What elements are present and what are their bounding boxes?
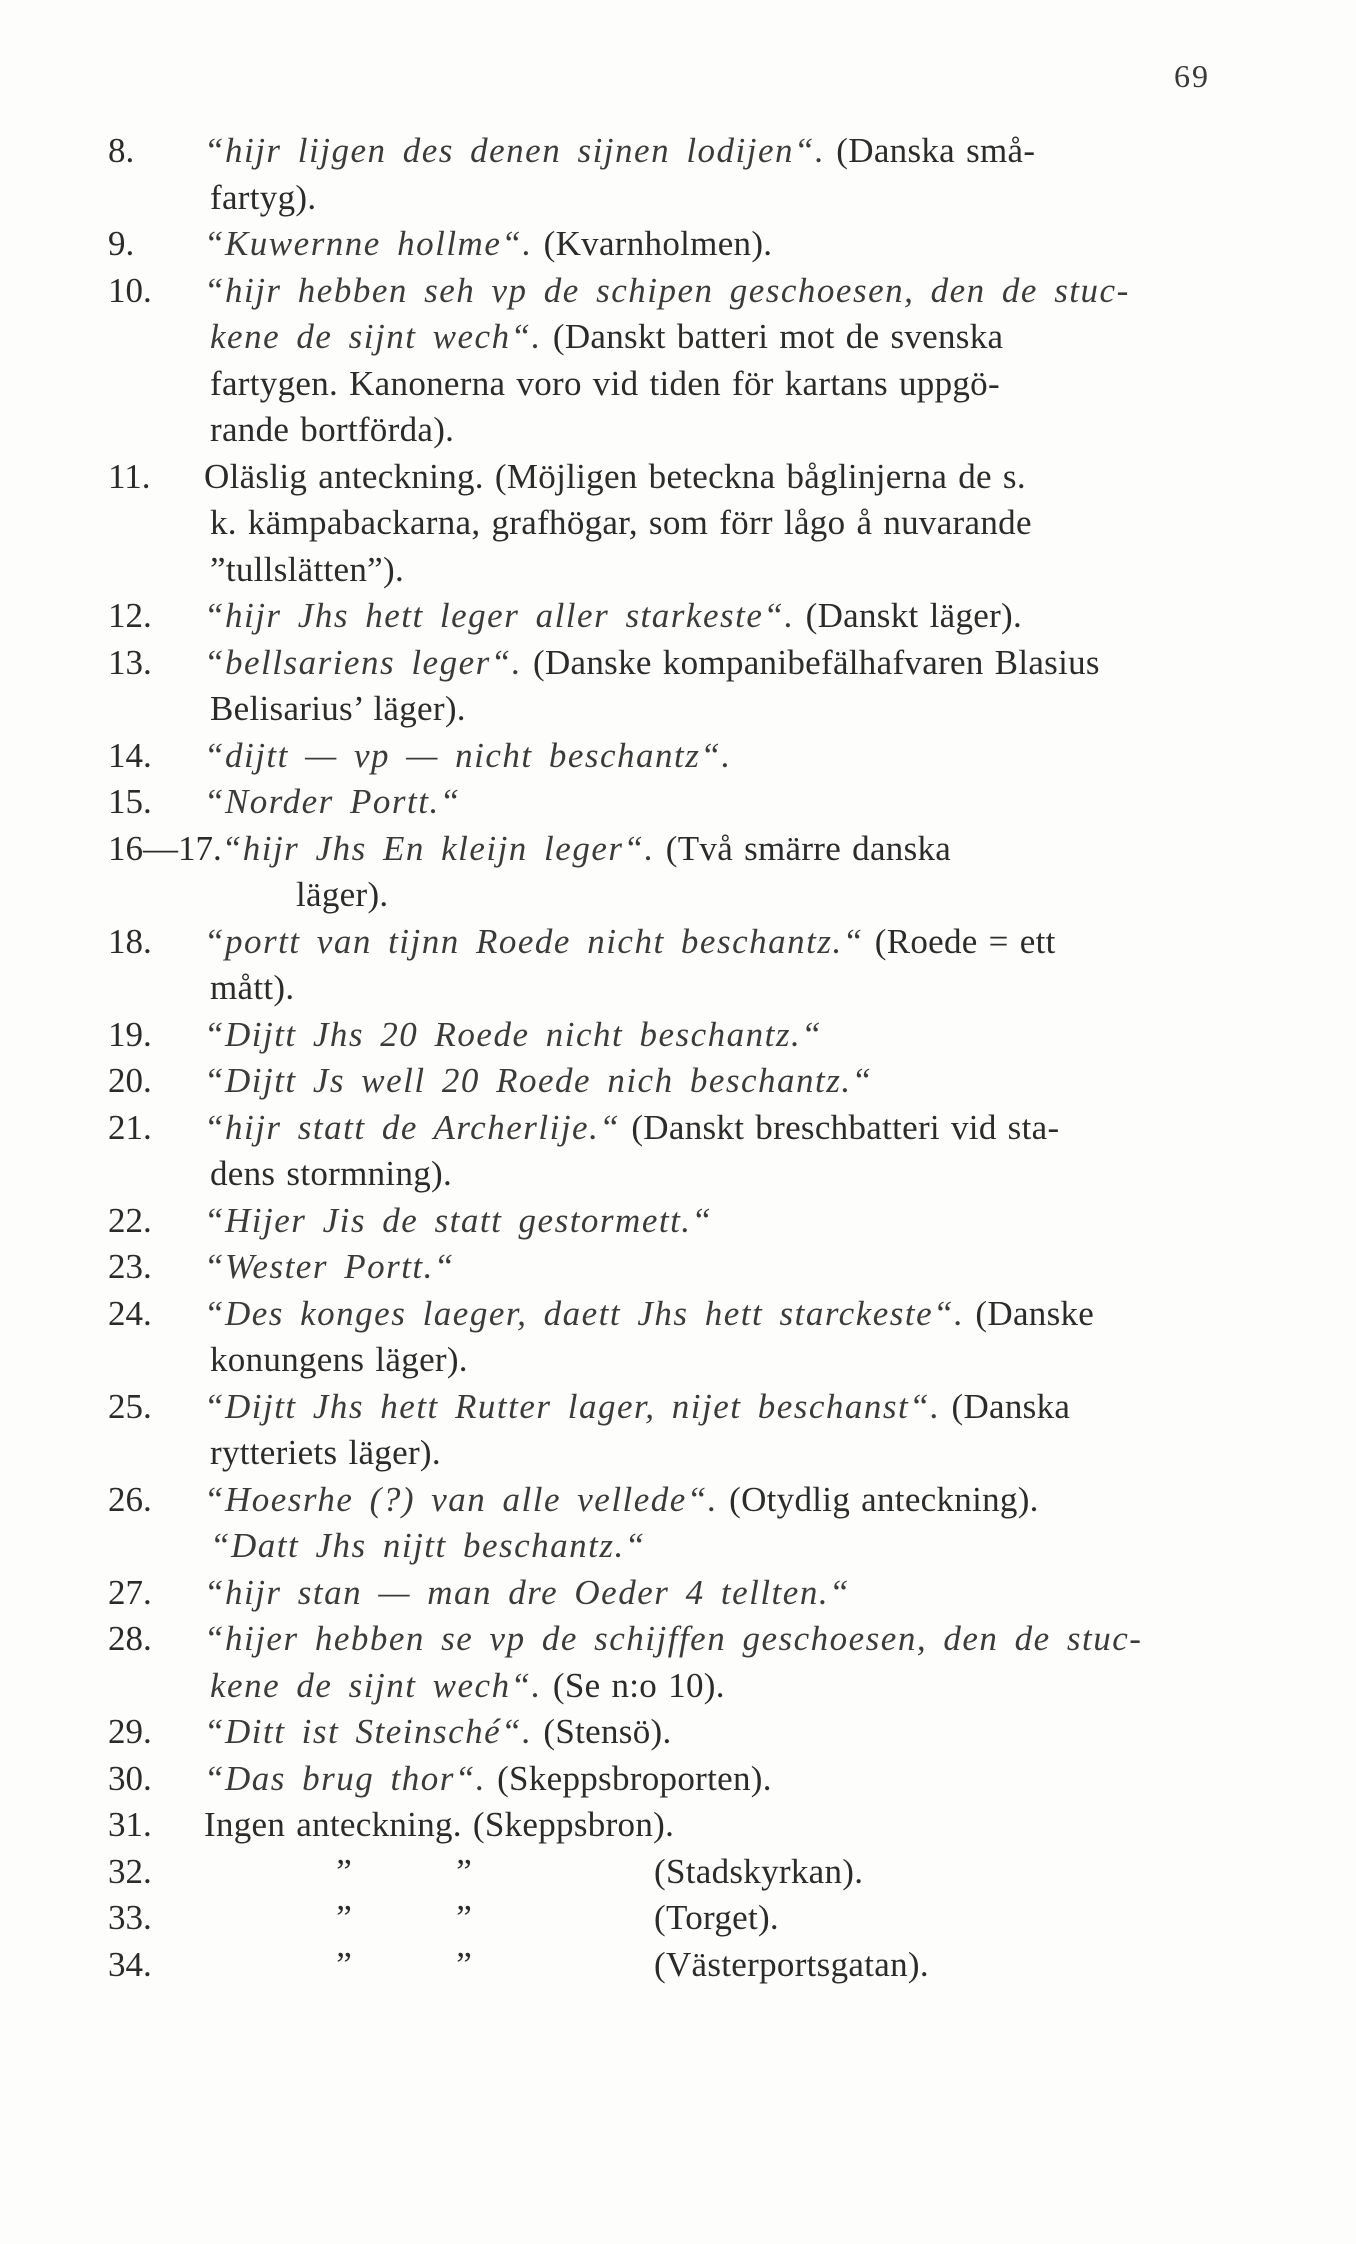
entry-first-line bbox=[108, 1712, 672, 1751]
list-item bbox=[108, 733, 1248, 780]
editorial-note: läger). bbox=[296, 875, 389, 914]
entry-number: 29. bbox=[108, 1712, 152, 1751]
entry-first-line bbox=[108, 1387, 1070, 1426]
list-item bbox=[108, 128, 1248, 221]
editorial-note: (Kvarnholmen). bbox=[532, 224, 773, 263]
quoted-map-inscription: “hijer hebben se vp de schijffen geschoesen, den de stuc- bbox=[204, 1619, 1143, 1658]
quoted-map-inscription: “bellsariens leger“. bbox=[204, 642, 522, 682]
entry-continuation-line bbox=[108, 314, 1248, 361]
entry-number: 8. bbox=[108, 131, 135, 170]
editorial-note: k. kämpabackarna, grafhögar, som förr lågo å nuvarande bbox=[210, 503, 1032, 542]
ditto-marks bbox=[204, 1895, 654, 1942]
entry-first-line bbox=[108, 1573, 850, 1612]
list-item bbox=[108, 1058, 1248, 1105]
entry-number: 22. bbox=[108, 1200, 152, 1240]
entry-first-line bbox=[108, 1294, 1094, 1333]
entry-number: 15. bbox=[108, 782, 152, 821]
entry-first-line bbox=[108, 1805, 674, 1844]
list-item bbox=[108, 779, 1248, 826]
editorial-note: dens stormning). bbox=[210, 1154, 453, 1193]
entry-number: 19. bbox=[108, 1014, 152, 1054]
page-number: 69 bbox=[1174, 58, 1210, 94]
entry-number: 16—17. bbox=[108, 828, 222, 868]
entry-number: 25. bbox=[108, 1386, 152, 1426]
quoted-map-inscription: “Ditt ist Steinsché“. bbox=[204, 1712, 533, 1751]
ditto-marks bbox=[204, 1849, 654, 1896]
editorial-note: (Torget). bbox=[654, 1898, 779, 1937]
list-item bbox=[108, 1477, 1248, 1570]
entry-continuation-line bbox=[108, 361, 1248, 408]
quoted-map-inscription: “Dijtt Jhs 20 Roede nicht beschantz.“ bbox=[204, 1014, 823, 1054]
ditto-mark: ” bbox=[456, 1944, 472, 1984]
quoted-map-inscription: “Des konges laeger, daett Jhs hett starckeste“. bbox=[204, 1293, 965, 1333]
editorial-note: (Skeppsbroporten). bbox=[486, 1758, 772, 1798]
editorial-note: fartygen. Kanonerna voro vid tiden för kartans uppgö- bbox=[210, 363, 1000, 403]
quoted-map-inscription: “hijr stan — man dre Oeder 4 tellten.“ bbox=[204, 1572, 851, 1612]
entry-first-line bbox=[108, 1480, 1039, 1519]
editorial-note: konungens läger). bbox=[210, 1340, 468, 1379]
entry-continuation-line bbox=[108, 1430, 1248, 1477]
list-item bbox=[108, 1198, 1248, 1245]
editorial-note: ”tullslätten”). bbox=[210, 549, 405, 589]
editorial-note: (Stensö). bbox=[532, 1712, 672, 1751]
quoted-map-inscription: “Das brug thor“. bbox=[204, 1758, 487, 1798]
editorial-note: mått). bbox=[210, 968, 295, 1007]
quoted-map-inscription: “Hijer Jis de statt gestormett.“ bbox=[204, 1200, 713, 1240]
entry-list bbox=[108, 128, 1248, 1988]
entry-continuation-line bbox=[108, 1663, 1248, 1710]
list-item bbox=[108, 1895, 1248, 1942]
list-item bbox=[108, 1012, 1248, 1059]
editorial-note: (Stadskyrkan). bbox=[654, 1851, 864, 1891]
entry-continuation-line bbox=[108, 175, 1248, 222]
list-item bbox=[108, 268, 1248, 454]
entry-number: 31. bbox=[108, 1805, 152, 1844]
entry-continuation-line bbox=[108, 547, 1248, 594]
entry-number: 30. bbox=[108, 1758, 152, 1798]
quoted-map-inscription: “hijr lijgen des denen sijnen lodijen“. bbox=[204, 131, 826, 170]
quoted-map-inscription: “portt van tijnn Roede nicht beschantz.“ bbox=[204, 921, 864, 961]
entry-number: 12. bbox=[108, 596, 152, 635]
editorial-note: (Danske kompanibefälhafvaren Blasius bbox=[521, 642, 1100, 682]
entry-number: 20. bbox=[108, 1061, 152, 1100]
entry-first-line bbox=[108, 1619, 1142, 1658]
entry-continuation-line bbox=[108, 1151, 1248, 1198]
editorial-note: rande bortförda). bbox=[210, 410, 455, 449]
entry-continuation-line bbox=[108, 1337, 1248, 1384]
list-item bbox=[108, 1802, 1248, 1849]
ditto-mark: ” bbox=[336, 1851, 352, 1891]
quoted-map-inscription: “dijtt — vp — nicht beschantz“. bbox=[204, 735, 732, 775]
entry-number: 18. bbox=[108, 921, 152, 961]
ditto-mark: ” bbox=[336, 1944, 352, 1984]
entry-first-line bbox=[108, 1898, 779, 1937]
list-item bbox=[108, 1384, 1248, 1477]
list-item bbox=[108, 1616, 1248, 1709]
entry-continuation-line bbox=[108, 965, 1248, 1012]
entry-number: 24. bbox=[108, 1293, 152, 1333]
list-item bbox=[108, 1849, 1248, 1896]
entry-continuation-line bbox=[108, 500, 1248, 547]
entry-number: 33. bbox=[108, 1898, 152, 1937]
quoted-map-inscription: kene de sijnt wech“. bbox=[210, 1665, 542, 1705]
entry-continuation-line bbox=[108, 686, 1248, 733]
entry-first-line bbox=[108, 131, 1035, 170]
editorial-note: (Danskt batteri mot de svenska bbox=[541, 317, 1004, 356]
entry-first-line bbox=[108, 271, 1130, 310]
entry-number: 32. bbox=[108, 1851, 152, 1891]
quoted-map-inscription: “Norder Portt.“ bbox=[204, 782, 461, 821]
quoted-map-inscription: “Wester Portt.“ bbox=[204, 1247, 455, 1286]
editorial-note: (Roede = ett bbox=[863, 921, 1056, 961]
list-item bbox=[108, 640, 1248, 733]
entry-number: 9. bbox=[108, 224, 135, 263]
quoted-map-inscription: “Dijtt Jhs hett Rutter lager, nijet beschanst“. bbox=[204, 1386, 941, 1426]
editorial-note: (Två smärre danska bbox=[654, 828, 952, 868]
list-item bbox=[108, 1709, 1248, 1756]
list-item bbox=[108, 454, 1248, 594]
entry-first-line bbox=[108, 1201, 713, 1240]
entry-number: 11. bbox=[108, 456, 151, 496]
quoted-map-inscription: “hijr Jhs hett leger aller starkeste“. bbox=[204, 596, 795, 635]
quoted-map-inscription: “Kuwernne hollme“. bbox=[204, 224, 533, 263]
entry-first-line bbox=[108, 1945, 929, 1984]
entry-number: 10. bbox=[108, 270, 152, 310]
list-item bbox=[108, 919, 1248, 1012]
quoted-map-inscription: “hijr hebben seh vp de schipen geschoesen, den de stuc- bbox=[204, 270, 1130, 310]
quoted-map-inscription: “hijr statt de Archerlije.“ bbox=[204, 1107, 621, 1147]
entry-number: 27. bbox=[108, 1572, 152, 1612]
list-item bbox=[108, 221, 1248, 268]
entry-first-line bbox=[108, 829, 951, 868]
editorial-note: Belisarius’ läger). bbox=[210, 689, 466, 728]
entry-first-line bbox=[108, 1759, 772, 1798]
editorial-note: fartyg). bbox=[210, 177, 317, 217]
entry-number: 34. bbox=[108, 1944, 152, 1984]
quoted-map-inscription: “Datt Jhs nijtt beschantz.“ bbox=[210, 1526, 646, 1565]
entry-first-line bbox=[108, 596, 1022, 635]
entry-first-line bbox=[108, 1852, 863, 1891]
list-item bbox=[108, 1942, 1248, 1989]
entry-first-line bbox=[108, 736, 732, 775]
entry-number: 14. bbox=[108, 735, 152, 775]
entry-number: 21. bbox=[108, 1107, 152, 1147]
entry-first-line bbox=[108, 922, 1056, 961]
entry-first-line bbox=[108, 1247, 455, 1286]
list-item bbox=[108, 1105, 1248, 1198]
entry-continuation-line bbox=[108, 872, 1248, 919]
ditto-mark: ” bbox=[336, 1898, 352, 1937]
entry-first-line bbox=[108, 1061, 873, 1100]
list-item bbox=[108, 1244, 1248, 1291]
editorial-note: (Västerportsgatan). bbox=[654, 1944, 929, 1984]
editorial-note: Oläslig anteckning. (Möjligen beteckna båglinjerna de s. bbox=[204, 456, 1026, 496]
quoted-map-inscription: “hijr Jhs En kleijn leger“. bbox=[221, 828, 655, 868]
entry-first-line bbox=[108, 224, 772, 263]
editorial-note: (Danska små- bbox=[825, 131, 1036, 170]
ditto-mark: ” bbox=[456, 1851, 472, 1891]
list-item bbox=[108, 593, 1248, 640]
list-item bbox=[108, 1291, 1248, 1384]
ditto-mark: ” bbox=[456, 1898, 472, 1937]
entry-first-line bbox=[108, 1015, 822, 1054]
editorial-note: (Otydlig anteckning). bbox=[718, 1479, 1039, 1519]
quoted-map-inscription: “Dijtt Js well 20 Roede nich beschantz.“ bbox=[204, 1061, 873, 1100]
entry-first-line bbox=[108, 457, 1026, 496]
entry-number: 26. bbox=[108, 1479, 152, 1519]
editorial-note: (Danske bbox=[964, 1293, 1095, 1333]
entry-first-line bbox=[108, 782, 461, 821]
editorial-note: (Danskt läger). bbox=[794, 596, 1023, 635]
editorial-note: (Danska bbox=[940, 1386, 1071, 1426]
entry-number: 23. bbox=[108, 1247, 152, 1286]
entry-number: 28. bbox=[108, 1619, 152, 1658]
list-item bbox=[108, 1756, 1248, 1803]
list-item bbox=[108, 826, 1248, 919]
ditto-marks bbox=[204, 1942, 654, 1989]
entry-continuation-line bbox=[108, 407, 1248, 454]
list-item bbox=[108, 1570, 1248, 1617]
editorial-note: (Se n:o 10). bbox=[541, 1665, 725, 1705]
entry-first-line bbox=[108, 1108, 1059, 1147]
entry-number: 13. bbox=[108, 642, 152, 682]
entry-first-line bbox=[108, 643, 1100, 682]
editorial-note: (Danskt breschbatteri vid sta- bbox=[620, 1107, 1060, 1147]
editorial-note: Ingen anteckning. (Skeppsbron). bbox=[204, 1805, 675, 1844]
quoted-map-inscription: kene de sijnt wech“. bbox=[210, 317, 542, 356]
entry-continuation-line bbox=[108, 1523, 1248, 1570]
quoted-map-inscription: “Hoesrhe (?) van alle vellede“. bbox=[204, 1479, 719, 1519]
editorial-note: rytteriets läger). bbox=[210, 1433, 441, 1472]
